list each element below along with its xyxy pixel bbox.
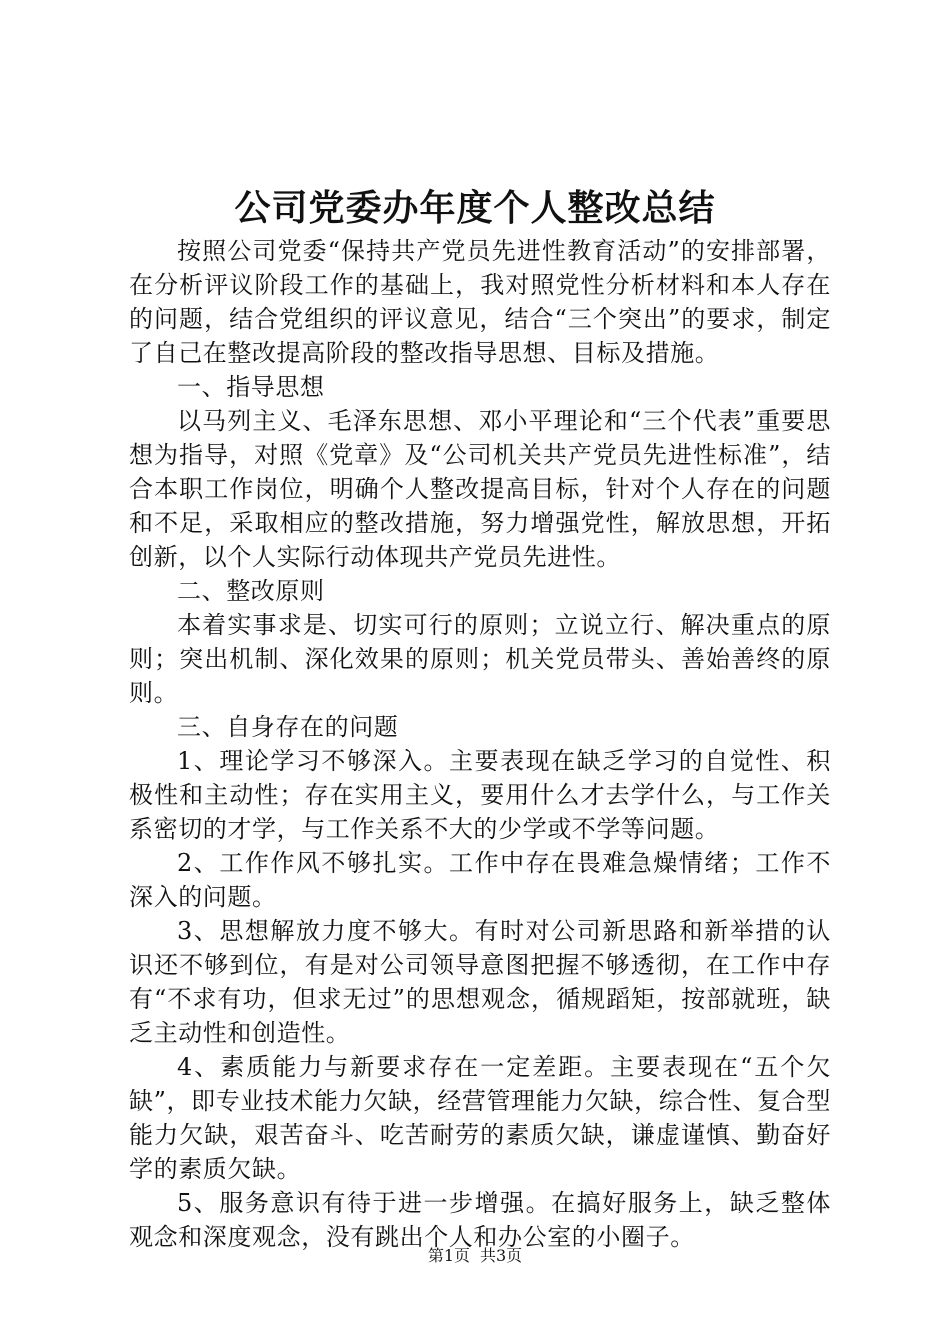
page-footer <box>0 1245 950 1267</box>
paragraph-intro: 按照公司党委“保持共产党员先进性教育活动”的安排部署，在分析评议阶段工作的基础上，我对照党性分析材料和本人存在的问题，结合党组织的评议意见，结合“三个突出”的要求，制定了自己在整改提高阶段的整改指导思想、目标及措施。 <box>129 237 831 367</box>
paragraph-problem-2: 2、工作作风不够扎实。工作中存在畏难急燥情绪；工作不深入的问题。 <box>129 849 831 911</box>
section-heading-principles: 二、整改原则 <box>177 577 325 605</box>
section-heading-problems: 三、自身存在的问题 <box>177 713 399 741</box>
document-body <box>129 234 831 1254</box>
page-number-current: 第1页 <box>427 1246 470 1265</box>
paragraph-guiding-thought: 以马列主义、毛泽东思想、邓小平理论和“三个代表”重要思想为指导，对照《党章》及“公司机关共产党员先进性标准”，结合本职工作岗位，明确个人整改提高目标，针对个人存在的问题和不足，采取相应的整改措施，努力增强党性，解放思想，开拓创新，以个人实际行动体现共产党员先进性。 <box>129 407 831 571</box>
paragraph-problem-4: 4、素质能力与新要求存在一定差距。主要表现在“五个欠缺”，即专业技术能力欠缺，经营管理能力欠缺，综合性、复合型能力欠缺，艰苦奋斗、吃苦耐劳的素质欠缺，谦虚谨慎、勤奋好学的素质欠缺。 <box>129 1053 831 1183</box>
paragraph-principles: 本着实事求是、切实可行的原则；立说立行、解决重点的原则；突出机制、深化效果的原则；机关党员带头、善始善终的原则。 <box>129 611 831 707</box>
document-title: 公司党委办年度个人整改总结 <box>234 188 716 229</box>
paragraph-problem-5: 5、服务意识有待于进一步增强。在搞好服务上，缺乏整体观念和深度观念，没有跳出个人和办公室的小圈子。 <box>129 1189 831 1251</box>
paragraph-problem-1: 1、理论学习不够深入。主要表现在缺乏学习的自觉性、积极性和主动性；存在实用主义，要用什么才去学什么，与工作关系密切的才学，与工作关系不大的少学或不学等问题。 <box>129 747 831 843</box>
paragraph-problem-3: 3、思想解放力度不够大。有时对公司新思路和新举措的认识还不够到位，有是对公司领导意图把握不够透彻，在工作中存有“不求有功，但求无过”的思想观念，循规蹈矩，按部就班，缺乏主动性和创造性。 <box>129 917 831 1047</box>
page-number-total: 共3页 <box>480 1246 523 1265</box>
section-heading-guiding-thought: 一、指导思想 <box>177 373 325 401</box>
